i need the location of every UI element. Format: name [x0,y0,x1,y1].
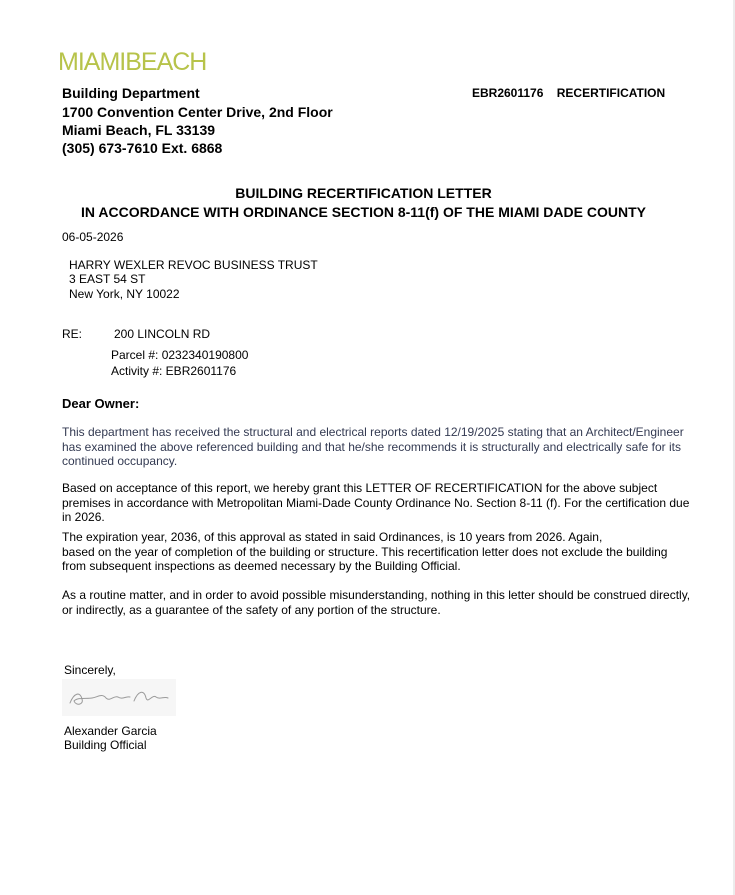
miami-beach-logo [58,50,206,75]
re-label: RE: [62,327,83,341]
department-phone: (305) 673-7610 Ext. 6868 [62,140,223,156]
activity-number: Activity #: EBR2601176 [111,364,237,378]
signature-scribble [62,679,176,716]
closing-sincerely: Sincerely, [64,663,116,677]
department-name: Building Department [62,85,200,101]
paragraph-disclaimer: As a routine matter, and in order to avoid possible misunderstanding, nothing in this letter should be construed directly, or indirectly, as a guarantee of the safety of any portion of the structure. [62,588,691,617]
department-address-line1: 1700 Convention Center Drive, 2nd Floor [62,104,333,120]
recipient-city: New York, NY 10022 [69,287,180,301]
reference-type: RECERTIFICATION [556,86,666,100]
official-title: Building Official [64,738,147,752]
official-name: Alexander Garcia [64,724,157,738]
paragraph-reports-text: This department has received the structural and electrical reports dated 12/19/2025 stating that an Architect/Engineer has examined the above referenced building and that he/she recommends it is structurally and electrically safe for its continued occupancy. [62,425,684,468]
department-address-line2: Miami Beach, FL 33139 [62,122,216,138]
letter-title: BUILDING RECERTIFICATION LETTER [235,185,492,201]
paragraph-expiration-line2: based on the year of completion of the building or structure. This recertification letter does not exclude the building from subsequent inspections as deemed necessary by the Building Official. [62,544,668,573]
paragraph-expiration [62,530,692,574]
logo-part-miami: MIAMI [58,48,126,76]
letter-date: 06-05-2026 [62,230,124,244]
salutation: Dear Owner: [62,396,140,411]
paragraph-expiration-line1: The expiration year, 2036, of this approval as stated in said Ordinances, is 10 years from 2026. Again, [62,530,603,544]
recipient-name: HARRY WEXLER REVOC BUSINESS TRUST [69,258,318,272]
recipient-street: 3 EAST 54 ST [69,272,146,286]
re-address: 200 LINCOLN RD [114,327,211,341]
paragraph-grant: Based on acceptance of this report, we hereby grant this LETTER OF RECERTIFICATION for the above subject premises in accordance with Metropolitan Miami-Dade County Ordinance No. Section 8-11 (f). For the certification due in 2026. [62,481,690,524]
reference-header [472,86,675,100]
paragraph-reports [62,425,692,469]
letter-subtitle: IN ACCORDANCE WITH ORDINANCE SECTION 8-11(f) OF THE MIAMI DADE COUNTY [81,204,646,220]
reference-id: EBR2601176 [472,86,544,100]
logo-part-beach: BEACH [125,48,207,76]
signature-image [62,679,176,716]
parcel-number: Parcel #: 0232340190800 [111,348,249,362]
